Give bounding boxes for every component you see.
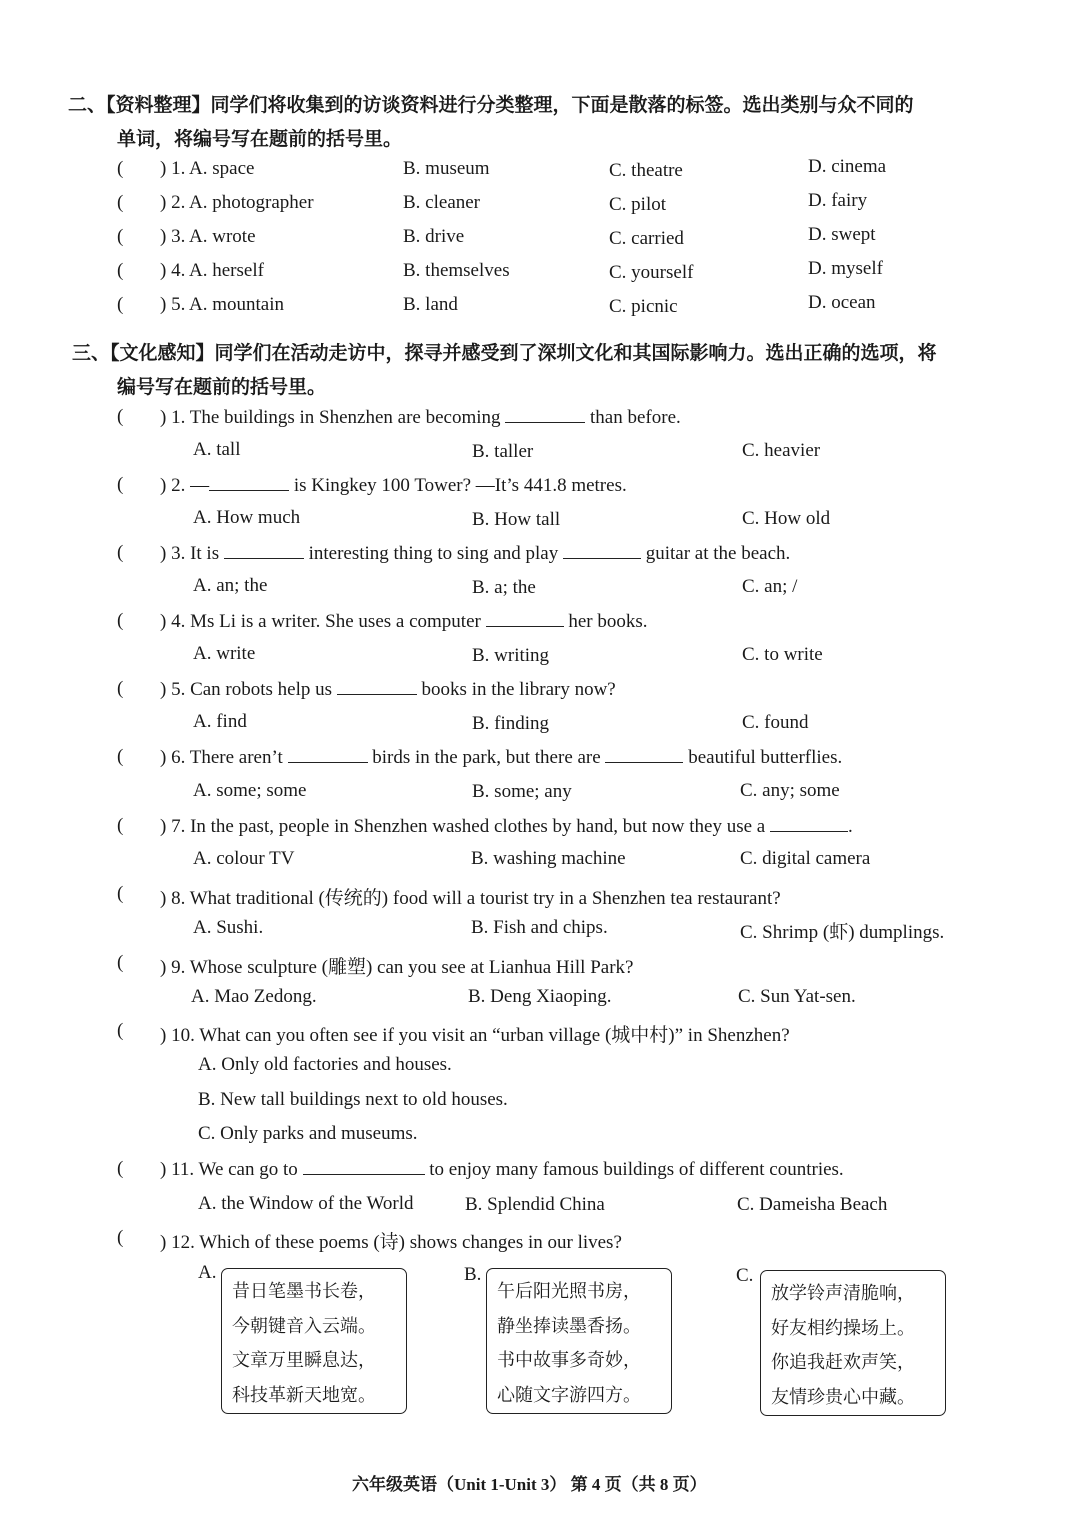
question-12: ) 12. Which of these poems (诗) shows changes in our lives? — [160, 1232, 622, 1253]
option-c: C. Only parks and museums. — [198, 1123, 418, 1144]
poem-line: 静坐捧读墨香扬。 — [497, 1315, 641, 1337]
poem-line: 好友相约操场上。 — [771, 1317, 915, 1339]
section2-heading-line1: 二、【资料整理】同学们将收集到的访谈资料进行分类整理，下面是散落的标签。选出类别与众不同的 — [68, 94, 914, 116]
option-b: B. writing — [472, 645, 550, 666]
option-b: B. some; any — [472, 781, 572, 802]
option-b: B. a; the — [472, 577, 536, 598]
question-7: ) 7. In the past, people in Shenzhen washed clothes by hand, but now they use a . — [160, 816, 853, 837]
answer-paren[interactable]: ( — [117, 952, 124, 973]
option-c: C. Sun Yat-sen. — [738, 986, 856, 1007]
fill-blank[interactable] — [337, 678, 417, 695]
option-b: B. drive — [403, 226, 465, 247]
option-a: A. write — [193, 643, 256, 664]
option-d: D. ocean — [808, 292, 876, 313]
question-4: ) 4. Ms Li is a writer. She uses a computer her books. — [160, 611, 648, 632]
answer-paren[interactable]: ( — [117, 542, 124, 563]
option-b: B. cleaner — [403, 192, 481, 213]
fill-blank[interactable] — [224, 542, 304, 559]
option-c: C. Dameisha Beach — [737, 1194, 888, 1215]
option-b: B. New tall buildings next to old houses. — [198, 1089, 508, 1110]
section2-heading-line2: 单词，将编号写在题前的括号里。 — [117, 128, 403, 150]
item-text: ) 3. A. wrote — [160, 226, 256, 247]
page-footer: 六年级英语（Unit 1-Unit 3） 第 4 页（共 8 页） — [352, 1475, 707, 1494]
fill-blank[interactable] — [486, 610, 564, 627]
option-c: C. found — [742, 712, 809, 733]
poem-line: 友情珍贵心中藏。 — [771, 1386, 915, 1408]
option-a: A. the Window of the World — [198, 1193, 414, 1214]
answer-paren[interactable]: ( — [117, 815, 124, 836]
poem-line: 科技革新天地宽。 — [232, 1384, 376, 1406]
option-b: B. taller — [472, 441, 534, 462]
option-a: A. tall — [193, 439, 241, 460]
poem-c-label: C. — [736, 1265, 754, 1286]
option-c: C. heavier — [742, 440, 821, 461]
option-c: C. digital camera — [740, 848, 871, 869]
answer-paren[interactable]: ( — [117, 610, 124, 631]
question-10: ) 10. What can you often see if you visit an “urban village (城中村)” in Shenzhen? — [160, 1025, 790, 1046]
answer-paren[interactable]: ( — [117, 226, 124, 247]
option-c: C. carried — [609, 228, 684, 249]
poem-line: 书中故事多奇妙， — [497, 1350, 641, 1371]
question-8: ) 8. What traditional (传统的) food will a tourist try in a Shenzhen tea restaurant? — [160, 888, 781, 909]
option-a: A. find — [193, 711, 247, 732]
option-c: C. How old — [742, 508, 831, 529]
item-text: ) 4. A. herself — [160, 260, 264, 281]
option-c: C. pilot — [609, 194, 667, 215]
question-11: ) 11. We can go to to enjoy many famous buildings of different countries. — [160, 1159, 844, 1180]
poem-a-box — [221, 1268, 407, 1414]
option-b: B. Splendid China — [465, 1194, 605, 1215]
answer-paren[interactable]: ( — [117, 1158, 124, 1179]
option-b: B. museum — [403, 158, 490, 179]
fill-blank[interactable] — [563, 542, 641, 559]
option-b: B. How tall — [472, 509, 561, 530]
option-a: A. colour TV — [193, 848, 295, 869]
poem-line: 放学铃声清脆响， — [771, 1283, 915, 1304]
poem-line: 文章万里瞬息达， — [232, 1350, 376, 1371]
option-a: A. some; some — [193, 780, 307, 801]
option-b: B. washing machine — [471, 848, 626, 869]
option-d: D. swept — [808, 224, 876, 245]
answer-paren[interactable]: ( — [117, 883, 124, 904]
poem-line: 心随文字游四方。 — [497, 1384, 641, 1406]
answer-paren[interactable]: ( — [117, 474, 124, 495]
option-c: C. Shrimp (虾) dumplings. — [740, 922, 945, 943]
option-a: A. Sushi. — [193, 917, 264, 938]
question-1: ) 1. The buildings in Shenzhen are becoming than before. — [160, 407, 681, 428]
poem-c-box — [760, 1270, 946, 1416]
answer-paren[interactable]: ( — [117, 1227, 124, 1248]
answer-paren[interactable]: ( — [117, 158, 124, 179]
option-b: B. themselves — [403, 260, 510, 281]
option-d: D. fairy — [808, 190, 868, 211]
question-3: ) 3. It is interesting thing to sing and play guitar at the beach. — [160, 543, 791, 564]
option-a: A. an; the — [193, 575, 268, 596]
question-9: ) 9. Whose sculpture (雕塑) can you see at Lianhua Hill Park? — [160, 957, 634, 978]
answer-paren[interactable]: ( — [117, 746, 124, 767]
item-text: ) 2. A. photographer — [160, 192, 314, 213]
poem-b-label: B. — [464, 1264, 482, 1285]
option-d: D. myself — [808, 258, 883, 279]
option-b: B. Fish and chips. — [471, 917, 608, 938]
option-d: D. cinema — [808, 156, 887, 177]
poem-line: 昔日笔墨书长卷， — [232, 1281, 376, 1302]
answer-paren[interactable]: ( — [117, 192, 124, 213]
option-a: A. Mao Zedong. — [191, 986, 317, 1007]
option-a: A. Only old factories and houses. — [198, 1054, 452, 1075]
question-5: ) 5. Can robots help us books in the library now? — [160, 679, 616, 700]
option-b: B. land — [403, 294, 458, 315]
section3-heading-line2: 编号写在题前的括号里。 — [117, 376, 327, 398]
poem-b-box — [486, 1268, 672, 1414]
fill-blank[interactable] — [209, 474, 289, 491]
item-text: ) 5. A. mountain — [160, 294, 285, 315]
option-c: C. any; some — [740, 780, 840, 801]
option-c: C. picnic — [609, 296, 678, 317]
item-text: ) 1. A. space — [160, 158, 255, 179]
fill-blank[interactable] — [605, 746, 683, 763]
option-b: B. finding — [472, 713, 550, 734]
answer-paren[interactable]: ( — [117, 406, 124, 427]
section3-heading-line1: 三、【文化感知】同学们在活动走访中，探寻并感受到了深圳文化和其国际影响力。选出正确的选项，将 — [72, 342, 937, 364]
question-6: ) 6. There aren’t birds in the park, but there are beautiful butterflies. — [160, 747, 843, 768]
option-c: C. yourself — [609, 262, 694, 283]
poem-line: 午后阳光照书房， — [497, 1281, 641, 1302]
fill-blank[interactable] — [505, 406, 585, 423]
answer-paren[interactable]: ( — [117, 1020, 124, 1041]
poem-line: 你追我赶欢声笑， — [771, 1352, 915, 1373]
option-b: B. Deng Xiaoping. — [468, 986, 612, 1007]
answer-paren[interactable]: ( — [117, 678, 124, 699]
poem-a-label: A. — [198, 1262, 217, 1283]
fill-blank[interactable] — [770, 815, 848, 832]
option-c: C. theatre — [609, 160, 683, 181]
option-c: C. an; / — [742, 576, 798, 597]
fill-blank[interactable] — [288, 746, 368, 763]
poem-line: 今朝键音入云端。 — [232, 1315, 376, 1337]
option-c: C. to write — [742, 644, 823, 665]
answer-paren[interactable]: ( — [117, 260, 124, 281]
fill-blank[interactable] — [303, 1158, 425, 1175]
option-a: A. How much — [193, 507, 301, 528]
question-2: ) 2. — is Kingkey 100 Tower? —It’s 441.8 metres. — [160, 475, 627, 496]
answer-paren[interactable]: ( — [117, 294, 124, 315]
